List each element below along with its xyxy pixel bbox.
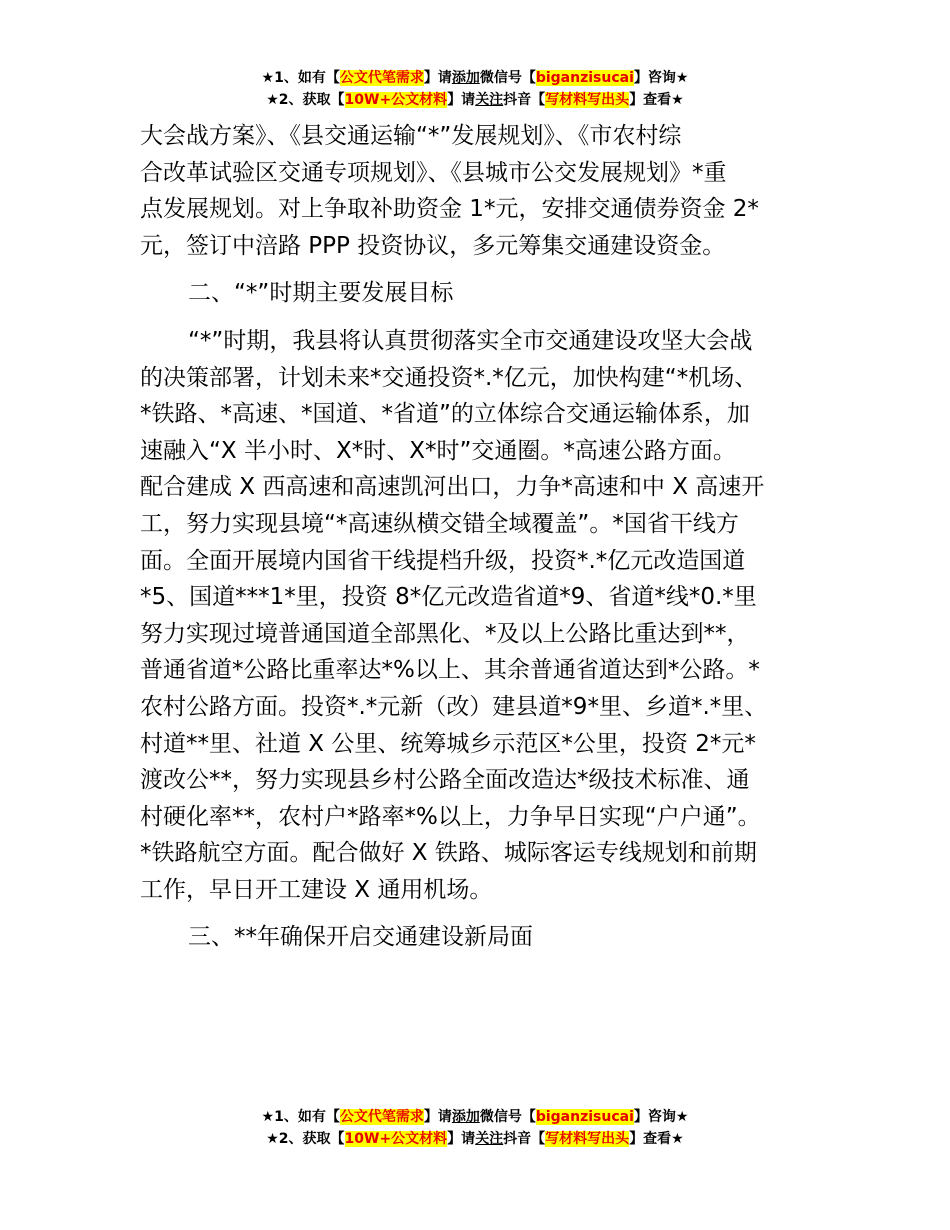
text-line: 的决策部署，计划未来*交通投资*.*亿元，加快构建“*机场、 <box>140 364 758 391</box>
banner-line-1 <box>0 1106 950 1128</box>
text-line: 面。全面开展境内国省干线提档升级，投资*.*亿元改造国道 <box>140 547 746 574</box>
section-heading-2: 二、“*”时期主要发展目标 <box>188 280 454 307</box>
highlight-materials: 10W+公文材料 <box>344 1131 448 1147</box>
highlight-materials: 10W+公文材料 <box>344 92 448 108</box>
banner-text: 抖音【 <box>503 92 546 108</box>
text-line: 工，努力实现县境“*高速纵横交错全域覆盖”。*国省干线方 <box>140 510 739 537</box>
banner-text: 】请 <box>447 1131 476 1147</box>
banner-text: ★2、获取【 <box>266 1131 345 1147</box>
section-heading-3: 三、**年确保开启交通建设新局面 <box>188 924 533 951</box>
banner-line-1 <box>0 67 950 89</box>
text-line: 村道**里、社道 X 公里、统筹城乡示范区*公里，投资 2*元* <box>140 730 756 757</box>
banner-text: 微信号【 <box>479 70 536 86</box>
text-line: 普通省道*公路比重率达*%以上、其余普通省道达到*公路。* <box>140 657 760 684</box>
document-body <box>140 118 820 967</box>
banner-text: 微信号【 <box>479 1109 536 1125</box>
highlight-wechat-id: biganzisucai <box>535 70 634 86</box>
banner-text: 】请 <box>423 70 452 86</box>
text-line: 大会战方案》、《县交通运输“*”发展规划》、《市农村综 <box>140 123 682 149</box>
header-banner <box>0 67 950 111</box>
text-line: 村硬化率**，农村户*路率*%以上，力争早日实现“户户通”。 <box>140 803 761 830</box>
banner-text: 】请 <box>423 1109 452 1125</box>
text-line: “*”时期，我县将认真贯彻落实全市交通建设攻坚大会战 <box>188 327 753 354</box>
banner-text: 】查看★ <box>629 1131 684 1147</box>
banner-text: 抖音【 <box>503 1131 546 1147</box>
text-line: 渡改公**，努力实现县乡村公路全面改造达*级技术标准、通 <box>140 767 750 794</box>
banner-underlined: 添加 <box>451 1109 480 1125</box>
banner-underlined: 关注 <box>475 1131 504 1147</box>
paragraph-1 <box>140 118 820 264</box>
banner-line-2 <box>0 1128 950 1150</box>
footer-banner <box>0 1106 950 1150</box>
highlight-douyin: 写材料写出头 <box>545 1131 630 1147</box>
text-line: 速融入“X 半小时、X*时、X*时”交通圈。*高速公路方面。 <box>140 437 736 464</box>
text-line: 配合建成 X 西高速和高速凯河出口，力争*高速和中 X 高速开 <box>140 474 765 501</box>
banner-text: ★2、获取【 <box>266 92 345 108</box>
text-line: 努力实现过境普通国道全部黑化、*及以上公路比重达到**， <box>140 620 750 647</box>
highlight-service: 公文代笔需求 <box>339 70 424 86</box>
text-line: 合改革试验区交通专项规划》、《县城市公交发展规划》*重 <box>140 159 727 186</box>
text-line: 农村公路方面。投资*.*元新（改）建县道*9*里、乡道*.*里、 <box>140 693 768 720</box>
highlight-service: 公文代笔需求 <box>339 1109 424 1125</box>
banner-text: 】咨询★ <box>633 70 689 86</box>
highlight-douyin: 写材料写出头 <box>545 92 630 108</box>
banner-text: 】查看★ <box>629 92 684 108</box>
text-line: 工作，早日开工建设 X 通用机场。 <box>140 876 493 903</box>
text-line: *5、国道***1*里，投资 8*亿元改造省道*9、省道*线*0.*里 <box>140 584 757 611</box>
text-line: *铁路、*高速、*国道、*省道”的立体综合交通运输体系，加 <box>140 401 750 428</box>
banner-text: ★1、如有【 <box>261 70 340 86</box>
text-line: 点发展规划。对上争取补助资金 1*元，安排交通债券资金 2* <box>140 196 759 223</box>
highlight-wechat-id: biganzisucai <box>535 1109 634 1125</box>
text-line: 元，签订中涪路 PPP 投资协议，多元筹集交通建设资金。 <box>140 232 726 259</box>
banner-text: ★1、如有【 <box>261 1109 340 1125</box>
paragraph-2 <box>140 323 820 909</box>
banner-underlined: 添加 <box>451 70 480 86</box>
banner-underlined: 关注 <box>475 92 504 108</box>
text-line: *铁路航空方面。配合做好 X 铁路、城际客运专线规划和前期 <box>140 840 757 867</box>
banner-text: 】请 <box>447 92 476 108</box>
banner-line-2 <box>0 89 950 111</box>
banner-text: 】咨询★ <box>633 1109 689 1125</box>
